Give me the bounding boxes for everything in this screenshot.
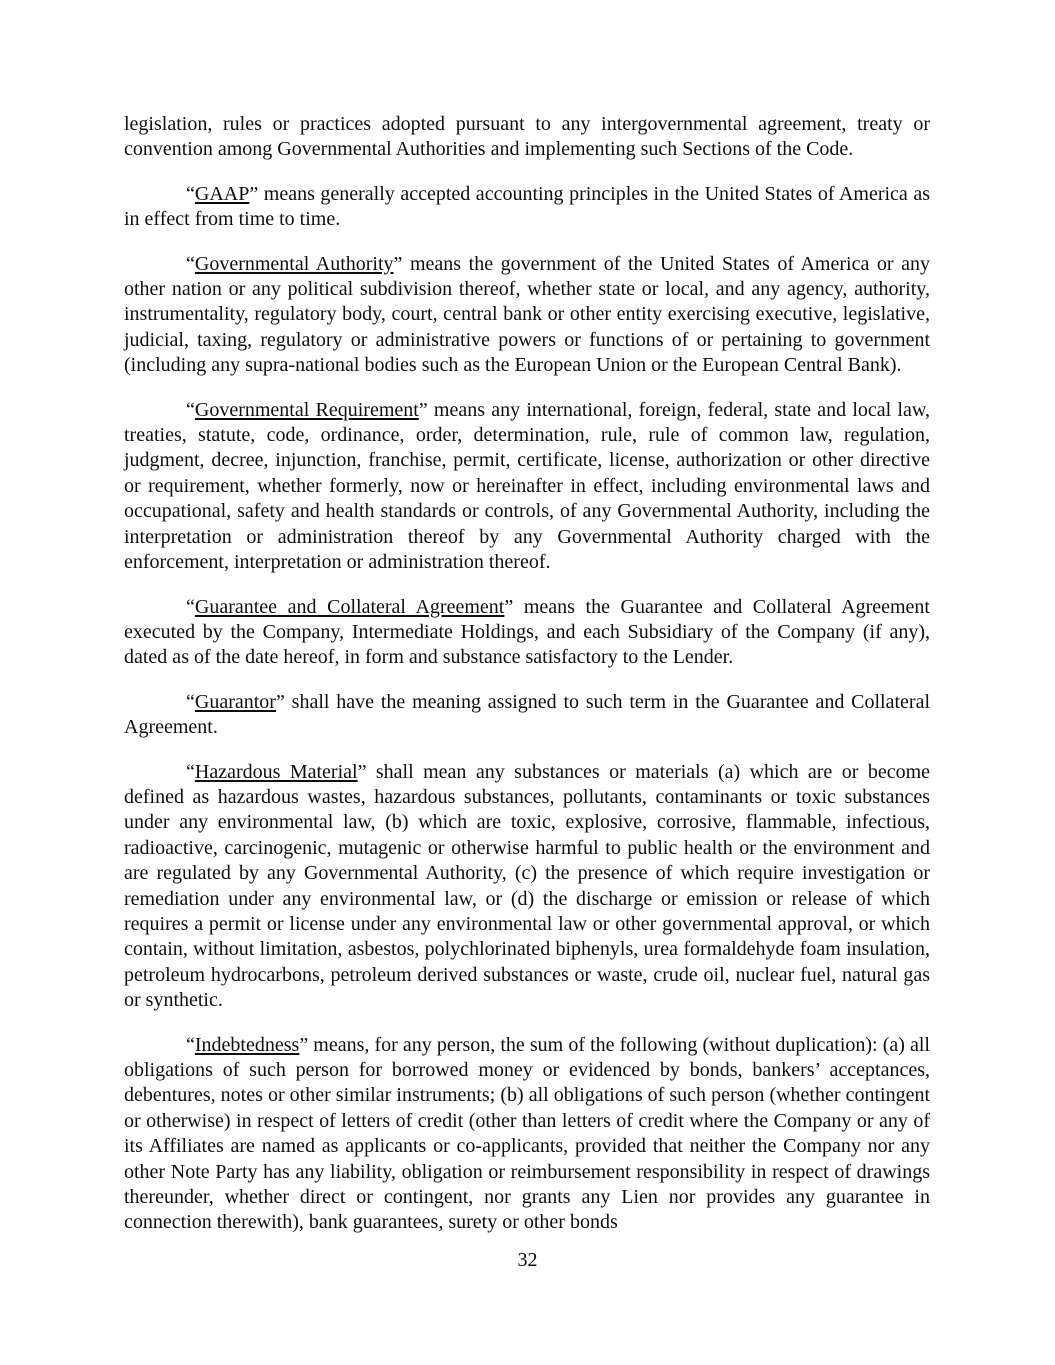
definition-paragraph-indebtedness <box>124 1033 930 1236</box>
open-quote: “ <box>186 398 195 421</box>
definition-text: ” means the Guarantee and Collateral Agreement executed by the Company, Intermediate Holdings, and each Subsidiary of the Company (if any), dated as of the date hereof, in form and substance satisfactory to the Lender. <box>124 595 930 669</box>
definition-text: ” means generally accepted accounting principles in the United States of America as in effect from time to time. <box>124 182 930 231</box>
defined-term: Hazardous Material <box>194 760 358 783</box>
definition-paragraph-hazardous-material <box>124 760 930 1014</box>
page-number: 32 <box>517 1249 538 1271</box>
definition-paragraph-governmental-authority <box>124 252 930 379</box>
definition-paragraph-governmental-requirement <box>124 398 930 576</box>
paragraph-text: legislation, rules or practices adopted pursuant to any intergovernmental agreement, treaty or convention among Governmental Authorities and implementing such Sections of the Code. <box>124 113 930 161</box>
defined-term: Governmental Authority <box>194 252 394 275</box>
definition-text: ” shall have the meaning assigned to such term in the Guarantee and Collateral Agreement. <box>124 690 930 739</box>
defined-term: Governmental Requirement <box>194 398 419 421</box>
definition-text: ” means the government of the United States of America or any other nation or any political subdivision thereof, whether state or local, and any agency, authority, instrumentality, regulatory body, court, central bank or other entity exercising executive, legislative, judicial, taxing, regulatory or administrative powers or functions of or pertaining to government (including any supra-national bodies such as the European Union or the European Central Bank). <box>124 252 930 377</box>
defined-term: Guarantor <box>194 690 276 713</box>
open-quote: “ <box>186 595 195 618</box>
open-quote: “ <box>186 1033 195 1056</box>
document-body-text <box>124 112 930 1236</box>
defined-term: Guarantee and Collateral Agreement <box>194 595 505 618</box>
definition-text: ” means, for any person, the sum of the following (without duplication): (a) all obligations of such person for borrowed money or evidenced by bonds, bankers’ acceptances, debentures, notes or other similar instruments; (b) all obligations of such person (whether contingent or otherwise) in respect of letters of credit (other than letters of credit where the Company or any of its Affiliates are named as applicants or co-applicants, provided that neither the Company nor any other Note Party has any liability, obligation or reimbursement responsibility in respect of drawings thereunder, whether direct or contingent, nor grants any Lien nor provides any guarantee in connection therewith), bank guarantees, surety or other bonds <box>124 1033 930 1234</box>
paragraph-continuation <box>124 112 930 163</box>
open-quote: “ <box>186 252 195 275</box>
definition-paragraph-guarantee-and-collateral-agreement <box>124 595 930 671</box>
open-quote: “ <box>186 182 195 205</box>
defined-term: GAAP <box>194 182 250 205</box>
open-quote: “ <box>186 690 195 713</box>
definition-text: ” shall mean any substances or materials (a) which are or become defined as hazardous wastes, hazardous substances, pollutants, contaminants or toxic substances under any environmental law, (b) which are toxic, explosive, corrosive, flammable, infectious, radioactive, carcinogenic, mutagenic or otherwise harmful to public health or the environment and are regulated by any Governmental Authority, (c) the presence of which require investigation or remediation under any environmental law, or (d) the discharge or emission or release of which requires a permit or license under any environmental law or other governmental approval, or which contain, without limitation, asbestos, polychlorinated biphenyls, urea formaldehyde foam insulation, petroleum hydrocarbons, petroleum derived substances or waste, crude oil, nuclear fuel, natural gas or synthetic. <box>124 760 931 1012</box>
definition-paragraph-gaap <box>124 182 930 233</box>
defined-term: Indebtedness <box>194 1033 300 1056</box>
open-quote: “ <box>186 760 195 783</box>
definition-paragraph-guarantor <box>124 690 930 741</box>
definition-text: ” means any international, foreign, federal, state and local law, treaties, statute, code, ordinance, order, determination, rule, rule of common law, regulation, judgment, decree, injunction, franchise, permit, certificate, license, authorization or other directive or requirement, whether formerly, now or hereinafter in effect, including environmental laws and occupational, safety and health standards or controls, of any Governmental Authority, including the interpretation or administration thereof by any Governmental Authority charged with the enforcement, interpretation or administration thereof. <box>124 398 930 574</box>
